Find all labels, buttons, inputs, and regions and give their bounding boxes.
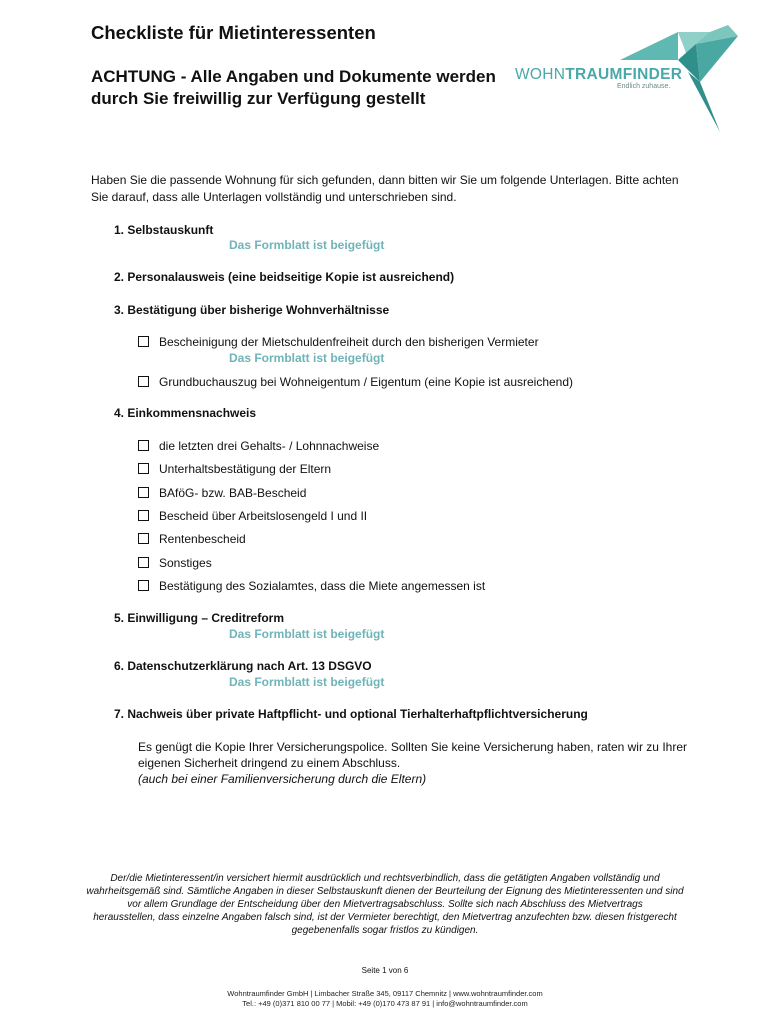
item-title-haftpflicht: 7. Nachweis über private Haftpflicht- und optional Tierhalterhaftpflichtversicherung — [114, 707, 588, 721]
checkbox-label: Bescheinigung der Mietschuldenfreiheit durch den bisherigen Vermieter — [159, 335, 539, 349]
insurance-body: Es genügt die Kopie Ihrer Versicherungspolice. Sollten Sie keine Versicherung haben, raten wir zu Ihrer eigenen Sicherheit dringend zu einem Abschluss. — [138, 740, 687, 770]
form-attached-note: Das Formblatt ist beigefügt — [229, 351, 385, 365]
item-title-datenschutz: 6. Datenschutzerklärung nach Art. 13 DSGVO — [114, 659, 372, 673]
form-attached-note: Das Formblatt ist beigefügt — [229, 627, 385, 641]
checkbox-label: Bestätigung des Sozialamtes, dass die Miete angemessen ist — [159, 579, 486, 593]
checkbox-icon[interactable] — [138, 533, 149, 544]
footer-address-line: Wohntraumfinder GmbH | Limbacher Straße 345, 09117 Chemnitz | www.wohntraumfinder.com — [227, 989, 543, 998]
form-attached-note: Das Formblatt ist beigefügt — [229, 238, 385, 252]
insurance-note: (auch bei einer Familienversicherung durch die Eltern) — [138, 772, 427, 786]
form-attached-note: Das Formblatt ist beigefügt — [229, 675, 385, 689]
checkbox-label: die letzten drei Gehalts- / Lohnnachweise — [159, 439, 380, 453]
footer-contact-line: Tel.: +49 (0)371 810 00 77 | Mobil: +49 (0)170 473 87 91 | info@wohntraumfinder.com — [242, 999, 528, 1008]
disclaimer-part-1: Der/die Mietinteressent/in versichert hiermit ausdrücklich und rechtsverbindlich, dass die getätigten Angaben vollständig und wahrheitsgemäß sind. Sämtliche Angaben in dieser Selbstauskunft dienen der Beurteilung der Eignung des Mietinteressenten und sind vor allem Grundlage der Entscheidung über den Mietvertragsabschluss. Sollte sich nach Abschluss des Mietvertrags — [86, 873, 684, 910]
item-title-selbstauskunft: 1. Selbstauskunft — [114, 223, 214, 237]
checkbox-label: Unterhaltsbestätigung der Eltern — [159, 462, 332, 476]
checkbox-icon[interactable] — [138, 463, 149, 474]
checkbox-icon[interactable] — [138, 440, 149, 451]
company-logo — [510, 22, 740, 134]
insurance-text — [138, 739, 698, 787]
checkbox-label: Sonstiges — [159, 556, 212, 570]
item-title-creditreform: 5. Einwilligung – Creditreform — [114, 611, 285, 625]
item-title-personalausweis: 2. Personalausweis (eine beidseitige Kopie ist ausreichend) — [114, 270, 455, 284]
checkbox-label: Grundbuchauszug bei Wohneigentum / Eigentum (eine Kopie ist ausreichend) — [159, 375, 574, 389]
logo-wordmark: WOHNTRAUMFINDER — [515, 66, 683, 83]
item-title-wohnverhaeltnisse: 3. Bestätigung über bisherige Wohnverhältnisse — [114, 303, 390, 317]
warning-heading: ACHTUNG - Alle Angaben und Dokumente werden durch Sie freiwillig zur Verfügung gestellt — [91, 67, 496, 108]
item-title-einkommen: 4. Einkommensnachweis — [114, 406, 257, 420]
intro-text: Haben Sie die passende Wohnung für sich gefunden, dann bitten wir Sie um folgende Unterlagen. Bitte achten Sie darauf, dass alle Unterlagen vollständig und unterschrieben sind. — [91, 173, 679, 204]
document-title: Checkliste für Mietinteressenten — [91, 22, 376, 43]
logo-tagline: Endlich zuhause. — [617, 83, 671, 90]
page-number: Seite 1 von 6 — [361, 966, 409, 975]
checkbox-icon[interactable] — [138, 557, 149, 568]
checkbox-label: Rentenbescheid — [159, 532, 246, 546]
checkbox-icon[interactable] — [138, 336, 149, 347]
checkbox-icon[interactable] — [138, 487, 149, 498]
checkbox-icon[interactable] — [138, 580, 149, 591]
checkbox-label: BAföG- bzw. BAB-Bescheid — [159, 486, 307, 500]
legal-disclaimer — [85, 872, 685, 937]
checkbox-label: Bescheid über Arbeitslosengeld I und II — [159, 509, 368, 523]
footer — [0, 989, 770, 1009]
disclaimer-part-2: herausstellen, dass einzelne Angaben falsch sind, ist der Vermieter berechtigt, den Mietvertrag anzufechten bzw. diesen fristgerecht gegebenenfalls sogar fristlos zu kündigen. — [93, 912, 677, 936]
checkbox-icon[interactable] — [138, 376, 149, 387]
checkbox-icon[interactable] — [138, 510, 149, 521]
